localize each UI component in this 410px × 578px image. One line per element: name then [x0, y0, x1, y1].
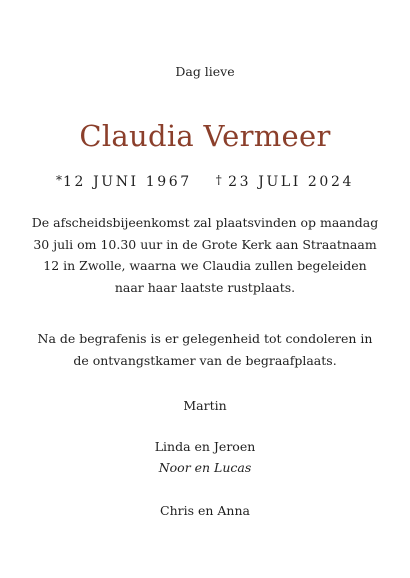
signature-martin: Martin	[183, 398, 227, 413]
greeting: Dag lieve	[175, 64, 235, 79]
birth-date: 12 JUNI 1967	[63, 174, 192, 190]
condolence-paragraph: Na de begrafenis is er gelegenheid tot condoleren in de ontvangstkamer van de begraafplaats.	[37, 331, 373, 368]
death-date: 23 JULI 2024	[228, 174, 354, 190]
signature-linda-jeroen: Linda en Jeroen	[154, 439, 256, 454]
life-dates	[0, 171, 410, 191]
signature-chris-anna: Chris en Anna	[160, 503, 250, 518]
birth-star-icon: *	[56, 173, 63, 187]
signature-children: Noor en Lucas	[158, 460, 252, 475]
deceased-name: Claudia Vermeer	[79, 119, 331, 153]
ceremony-paragraph: De afscheidsbijeenkomst zal plaatsvinden op maandag 30 juli om 10.30 uur in de Grote Kerk aan Straatnaam 12 in Zwolle, waarna we Claudia zullen begeleiden naar haar laatste rustplaats.	[31, 215, 379, 295]
cross-icon: †	[215, 173, 222, 187]
